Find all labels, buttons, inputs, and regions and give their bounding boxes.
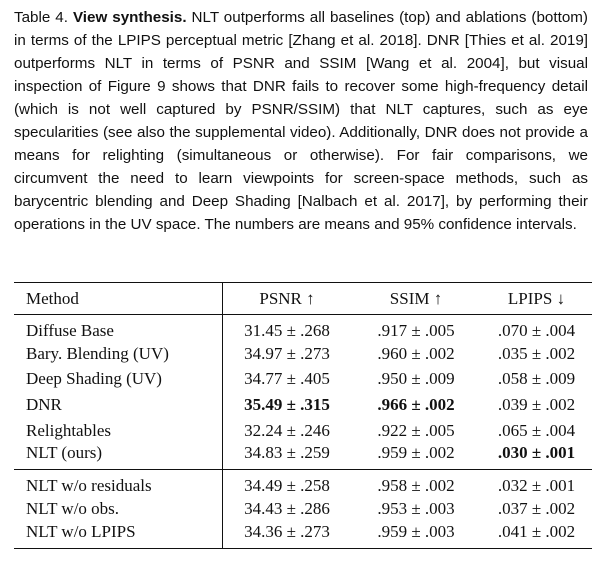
cell-lpips: .070 ± .004 (481, 315, 592, 342)
cell-method: Relightables (26, 420, 111, 440)
cell-psnr: 34.83 ± .259 (223, 443, 352, 470)
cell-lpips: .041 ± .002 (481, 522, 592, 549)
header-ssim: SSIM ↑ (351, 283, 481, 315)
cell-ssim: .958 ± .002 (351, 470, 481, 497)
cell-ssim: .950 ± .009 (377, 369, 455, 389)
cell-ssim: .917 ± .005 (351, 315, 481, 342)
cell-method: Deep Shading (UV) (26, 369, 162, 389)
cell-method: Bary. Blending (UV) (26, 343, 169, 363)
cell-lpips: .058 ± .009 (497, 369, 576, 389)
cell-psnr: 34.43 ± .286 (223, 496, 352, 522)
cell-ssim: .959 ± .002 (377, 443, 455, 463)
table-header-row (14, 283, 592, 315)
cell-psnr: 32.24 ± .246 (223, 418, 352, 444)
baseline-row (14, 418, 592, 444)
baseline-row (14, 392, 592, 418)
caption-body: NLT outperforms all baselines (top) and ablations (bottom) in terms of the LPIPS perceptual metric [Zhang et al. 2018]. DNR [Thies et al. 2019] outperforms NLT in terms of PSNR and SSIM [Wang et al. 2004], but visual inspection of Figure 9 shows that DNR fails to recover some high-frequency detail (which is not well captured by PSNR/SSIM) that NLT captures, such as eye specularities (see also the supplemental video). Additionally, DNR does not provide a means for relighting (simultaneous or otherwise). For fair comparisons, we circumvent the need to learn viewpoints for screen-space methods, such as barycentric blending and Deep Shading [Nalbach et al. 2017], by performing their operations in the UV space. The numbers are means and 95% confidence intervals. (14, 9, 588, 233)
cell-psnr: 34.77 ± .405 (223, 367, 352, 393)
cell-method: DNR (26, 394, 62, 414)
cell-lpips: .035 ± .002 (497, 343, 576, 363)
cell-ssim: .922 ± .005 (377, 420, 455, 440)
table-caption (14, 6, 588, 236)
ablation-row (14, 496, 592, 522)
results-table (14, 282, 592, 549)
cell-psnr: 34.97 ± .273 (223, 341, 352, 367)
baseline-row (14, 315, 592, 342)
cell-psnr: 35.49 ± .315 (223, 392, 352, 418)
ablation-row (14, 522, 592, 549)
baseline-row (14, 341, 592, 367)
cell-ssim: .960 ± .002 (377, 343, 455, 363)
cell-ssim: .959 ± .003 (351, 522, 481, 549)
cell-method: NLT w/o LPIPS (14, 522, 223, 549)
header-psnr: PSNR ↑ (223, 283, 352, 315)
cell-psnr: 31.45 ± .268 (223, 315, 352, 342)
cell-lpips: .037 ± .002 (497, 499, 576, 519)
cell-psnr: 34.49 ± .258 (223, 470, 352, 497)
ablation-row (14, 470, 592, 497)
cell-lpips: .065 ± .004 (497, 420, 576, 440)
caption-title: View synthesis. (72, 9, 187, 26)
cell-method: Diffuse Base (14, 315, 223, 342)
cell-method: NLT (ours) (26, 443, 103, 463)
cell-lpips: .030 ± .001 (497, 443, 576, 463)
cell-ssim: .953 ± .003 (377, 499, 455, 519)
cell-method: NLT w/o obs. (26, 499, 120, 519)
cell-ssim: .966 ± .002 (377, 394, 455, 414)
baseline-row (14, 367, 592, 393)
header-method: Method (14, 283, 223, 315)
cell-lpips: .039 ± .002 (497, 394, 576, 414)
header-lpips: LPIPS ↓ (481, 283, 592, 315)
cell-method: NLT w/o residuals (14, 470, 223, 497)
baseline-row (14, 443, 592, 470)
table-body (14, 315, 592, 549)
caption-label: Table 4. (14, 9, 68, 26)
cell-psnr: 34.36 ± .273 (223, 522, 352, 549)
cell-lpips: .032 ± .001 (481, 470, 592, 497)
